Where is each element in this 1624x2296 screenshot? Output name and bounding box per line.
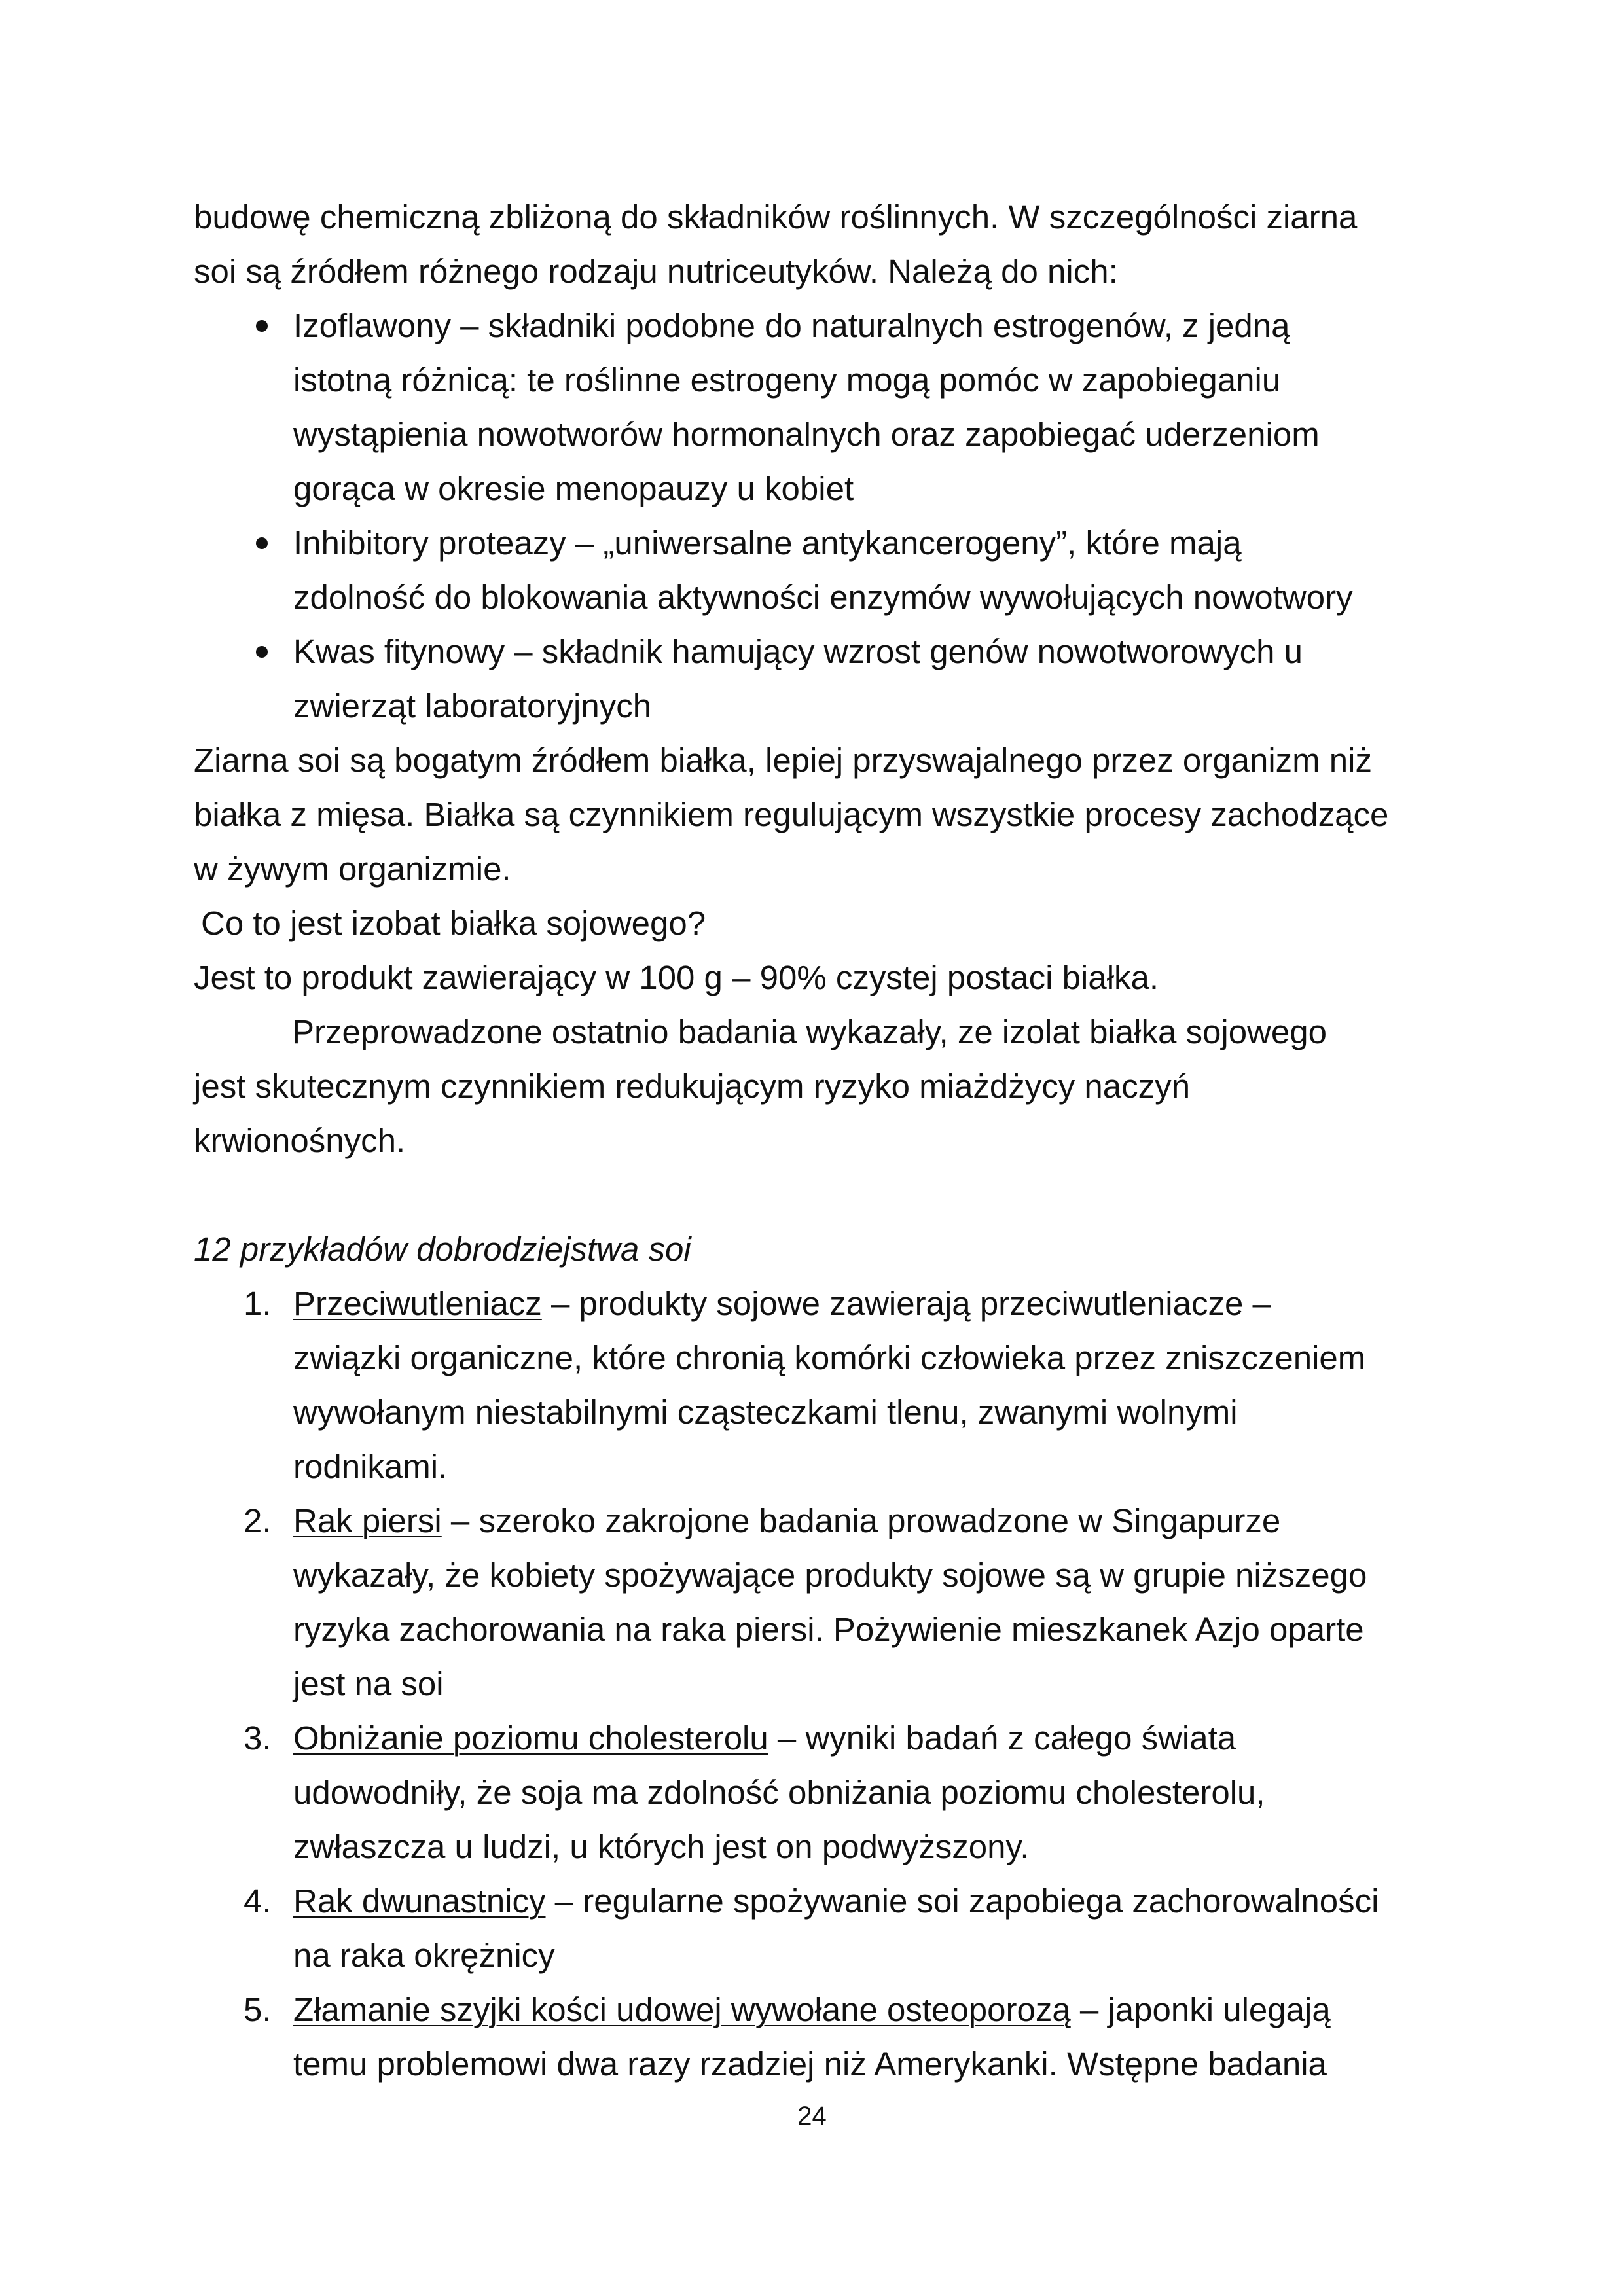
paragraph-line: Ziarna soi są bogatym źródłem białka, lepiej przyswajalnego przez organizm niż <box>194 742 1372 779</box>
numbered-line: związki organiczne, które chronią komórki człowieka przez zniszczeniem <box>293 1339 1366 1376</box>
bullet-item-isoflavones <box>194 298 1437 516</box>
benefit-text: – produkty sojowe zawierają przeciwutleniacze – <box>541 1285 1271 1322</box>
numbered-first-line <box>293 1494 1437 1548</box>
nutraceutical-bullet-list <box>194 298 1437 733</box>
numbered-first-line <box>293 1874 1437 1928</box>
bullet-line: Izoflawony – składniki podobne do naturalnych estrogenów, z jedną <box>293 307 1290 344</box>
numbered-line: udowodniły, że soja ma zdolność obniżania poziomu cholesterolu, <box>293 1774 1265 1811</box>
benefit-term: Rak dwunastnicy <box>293 1882 546 1920</box>
paragraph-line: białka z mięsa. Białka są czynnikiem regulującym wszystkie procesy zachodzące <box>194 796 1389 833</box>
list-number: 2. <box>244 1502 272 1539</box>
benefit-term: Rak piersi <box>293 1502 442 1539</box>
benefit-term: Obniżanie poziomu cholesterolu <box>293 1719 768 1757</box>
numbered-first-line <box>293 1276 1437 1331</box>
numbered-item-duodenal-cancer <box>194 1874 1437 1982</box>
intro-paragraph <box>194 190 1437 298</box>
page-number: 24 <box>797 2102 827 2130</box>
numbered-line: jest na soi <box>293 1665 444 1702</box>
numbered-item-antioxidant <box>194 1276 1437 1494</box>
bullet-line: gorąca w okresie menopauzy u kobiet <box>293 470 854 507</box>
benefit-text: – szeroko zakrojone badania prowadzone w Singapurze <box>441 1502 1281 1539</box>
intro-line: soi są źródłem różnego rodzaju nutriceutyków. Należą do nich: <box>194 253 1118 290</box>
page-body <box>194 190 1437 2091</box>
benefit-text: – regularne spożywanie soi zapobiega zachorowalności <box>545 1882 1379 1920</box>
paragraph-line: krwionośnych. <box>194 1122 406 1159</box>
bullet-line: wystąpienia nowotworów hormonalnych oraz zapobiegać uderzeniom <box>293 416 1320 453</box>
numbered-item-cholesterol <box>194 1711 1437 1874</box>
bullet-line: istotną różnicą: te roślinne estrogeny mogą pomóc w zapobieganiu <box>293 361 1281 399</box>
list-number: 3. <box>244 1719 272 1757</box>
paragraph-line: w żywym organizmie. <box>194 850 511 888</box>
bullet-dot-icon <box>249 298 275 353</box>
bullet-line: zdolność do blokowania aktywności enzymów wywołujących nowotwory <box>293 579 1353 616</box>
research-paragraph <box>194 1005 1437 1168</box>
numbered-line: rodnikami. <box>293 1448 448 1485</box>
bullet-dot-icon <box>249 516 275 570</box>
list-number: 5. <box>244 1991 272 2028</box>
question-line: Co to jest izobat białka sojowego? <box>201 905 706 942</box>
benefit-text: – japonki ulegają <box>1070 1991 1331 2028</box>
numbered-line: ryzyka zachorowania na raka piersi. Pożywienie mieszkanek Azjo oparte <box>293 1611 1364 1648</box>
numbered-line: wywołanym niestabilnymi cząsteczkami tlenu, zwanymi wolnymi <box>293 1393 1238 1431</box>
benefits-numbered-list <box>194 1276 1437 2091</box>
numbered-line: wykazały, że kobiety spożywające produkty sojowe są w grupie niższego <box>293 1556 1367 1594</box>
bullet-dot-icon <box>249 624 275 679</box>
numbered-line: zwłaszcza u ludzi, u których jest on podwyższony. <box>293 1828 1030 1865</box>
paragraph-line: jest skutecznym czynnikiem redukującym ryzyko miażdżycy naczyń <box>194 1067 1190 1105</box>
benefit-term: Złamanie szyjki kości udowej wywołane osteoporozą <box>293 1991 1071 2028</box>
numbered-item-breast-cancer <box>194 1494 1437 1711</box>
bullet-line: Inhibitory proteazy – „uniwersalne antykancerogeny”, które mają <box>293 524 1242 562</box>
intro-line: budowę chemiczną zbliżoną do składników roślinnych. W szczególności ziarna <box>194 198 1358 236</box>
bullet-line: Kwas fitynowy – składnik hamujący wzrost genów nowotworowych u <box>293 633 1303 670</box>
bullet-item-protease-inhibitors <box>194 516 1437 624</box>
bullet-item-phytic-acid <box>194 624 1437 733</box>
list-number: 4. <box>244 1882 272 1920</box>
list-number: 1. <box>244 1285 272 1322</box>
numbered-line: temu problemowi dwa razy rzadziej niż Amerykanki. Wstępne badania <box>293 2045 1327 2083</box>
benefit-term: Przeciwutleniacz <box>293 1285 542 1322</box>
benefit-text: – wyniki badań z całego świata <box>768 1719 1236 1757</box>
numbered-item-hip-fracture <box>194 1982 1437 2091</box>
section-heading: 12 przykładów dobrodziejstwa soi <box>194 1230 691 1268</box>
numbered-line: na raka okrężnicy <box>293 1937 555 1974</box>
numbered-first-line <box>293 1982 1437 2037</box>
protein-paragraph <box>194 733 1437 896</box>
answer-line: Jest to produkt zawierający w 100 g – 90% czystej postaci białka. <box>194 959 1159 996</box>
numbered-first-line <box>293 1711 1437 1765</box>
paragraph-line: Przeprowadzone ostatnio badania wykazały, ze izolat białka sojowego <box>292 1013 1327 1050</box>
bullet-line: zwierząt laboratoryjnych <box>293 687 652 725</box>
